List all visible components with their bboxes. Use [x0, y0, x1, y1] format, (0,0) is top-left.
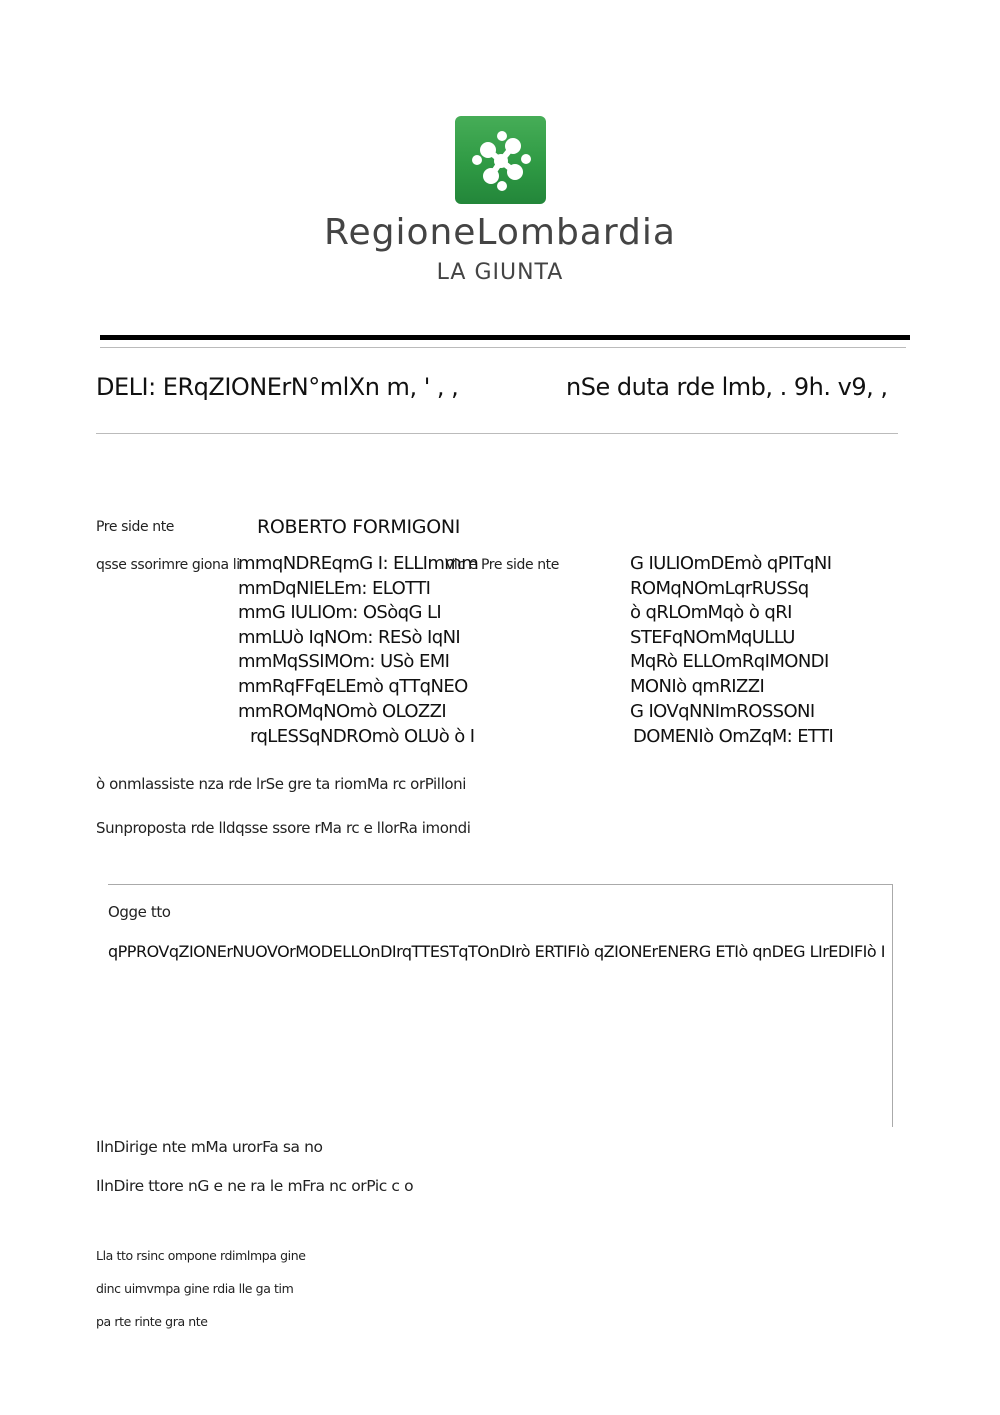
oggetto-text: qPPROVqZIONErNUOVOrMODELLOnDIrqTTESTqTOnDIrò ERTIFIò qZIONErENERG ETIò qnDEG LIrEDIFIò I [108, 942, 885, 961]
regione-logo [455, 116, 546, 204]
vice-presidente-label: Vic e Pre side nte [445, 557, 559, 573]
footer-line-2: dinc uimvmpa gine rdia lle ga tim [96, 1281, 294, 1296]
header-divider-thin [100, 347, 906, 348]
list-item: G IOVqNNImROSSONI [630, 701, 815, 722]
oggetto-box [108, 884, 893, 1127]
list-item: mmLUò IqNOm: RESò IqNI [238, 627, 461, 648]
footer-line-3: pa rte rinte gra nte [96, 1314, 208, 1329]
list-item: MqRò ELLOmRqIMONDI [630, 651, 829, 672]
assessori-label: qsse ssorimre giona li [96, 557, 240, 573]
list-item: ò qRLOmMqò ò qRI [630, 602, 792, 623]
list-item: MONIò qmRIZZI [630, 676, 765, 697]
delibera-number: DELI: ERqZIONErN°mlXn m, ' , , [96, 373, 459, 401]
list-item: G IULIOmDEmò qPITqNI [630, 553, 832, 574]
direttore-line: IlnDire ttore nG e ne ra le mFra nc orPic c o [96, 1177, 414, 1195]
list-item: ROMqNOmLqrRUSSq [630, 578, 809, 599]
brand-subtitle: LA GIUNTA [436, 260, 564, 285]
presidente-label: Pre side nte [96, 519, 175, 535]
header-divider-thick [100, 335, 910, 340]
footer-line-1: Lla tto rsinc ompone rdimlmpa gine [96, 1248, 306, 1263]
oggetto-label: Ogge tto [108, 903, 171, 921]
dirigente-line: IlnDirige nte mMa urorFa sa no [96, 1138, 323, 1156]
proposta-line: Sunproposta rde lldqsse ssore rMa rc e llorRa imondi [96, 819, 471, 837]
list-item: mmqNDREqmG I: ELLImmm [238, 553, 479, 574]
presidente-name: ROBERTO FORMIGONI [257, 516, 461, 538]
list-item: mmDqNIELEm: ELOTTI [238, 578, 431, 599]
list-item: mmG IULIOm: OSòqG LI [238, 602, 442, 623]
segretario-line: ò onmlassiste nza rde lrSe gre ta riomMa rc orPilloni [96, 775, 466, 793]
rosa-camuna-icon [455, 116, 546, 204]
brand-name: RegioneLombardia [324, 212, 676, 253]
list-item: mmRqFFqELEmò qTTqNEO [238, 676, 468, 697]
list-item: mmMqSSIMOm: USò EMI [238, 651, 450, 672]
seduta-date: nSe duta rde lmb, . 9h. v9, , [566, 373, 888, 401]
list-item: STEFqNOmMqULLU [630, 627, 795, 648]
list-item: rqLESSqNDROmò OLUò ò I [250, 726, 475, 747]
list-item: DOMENIò OmZqM: ETTI [633, 726, 834, 747]
list-item: mmROMqNOmò OLOZZI [238, 701, 447, 722]
section-divider [96, 433, 898, 434]
